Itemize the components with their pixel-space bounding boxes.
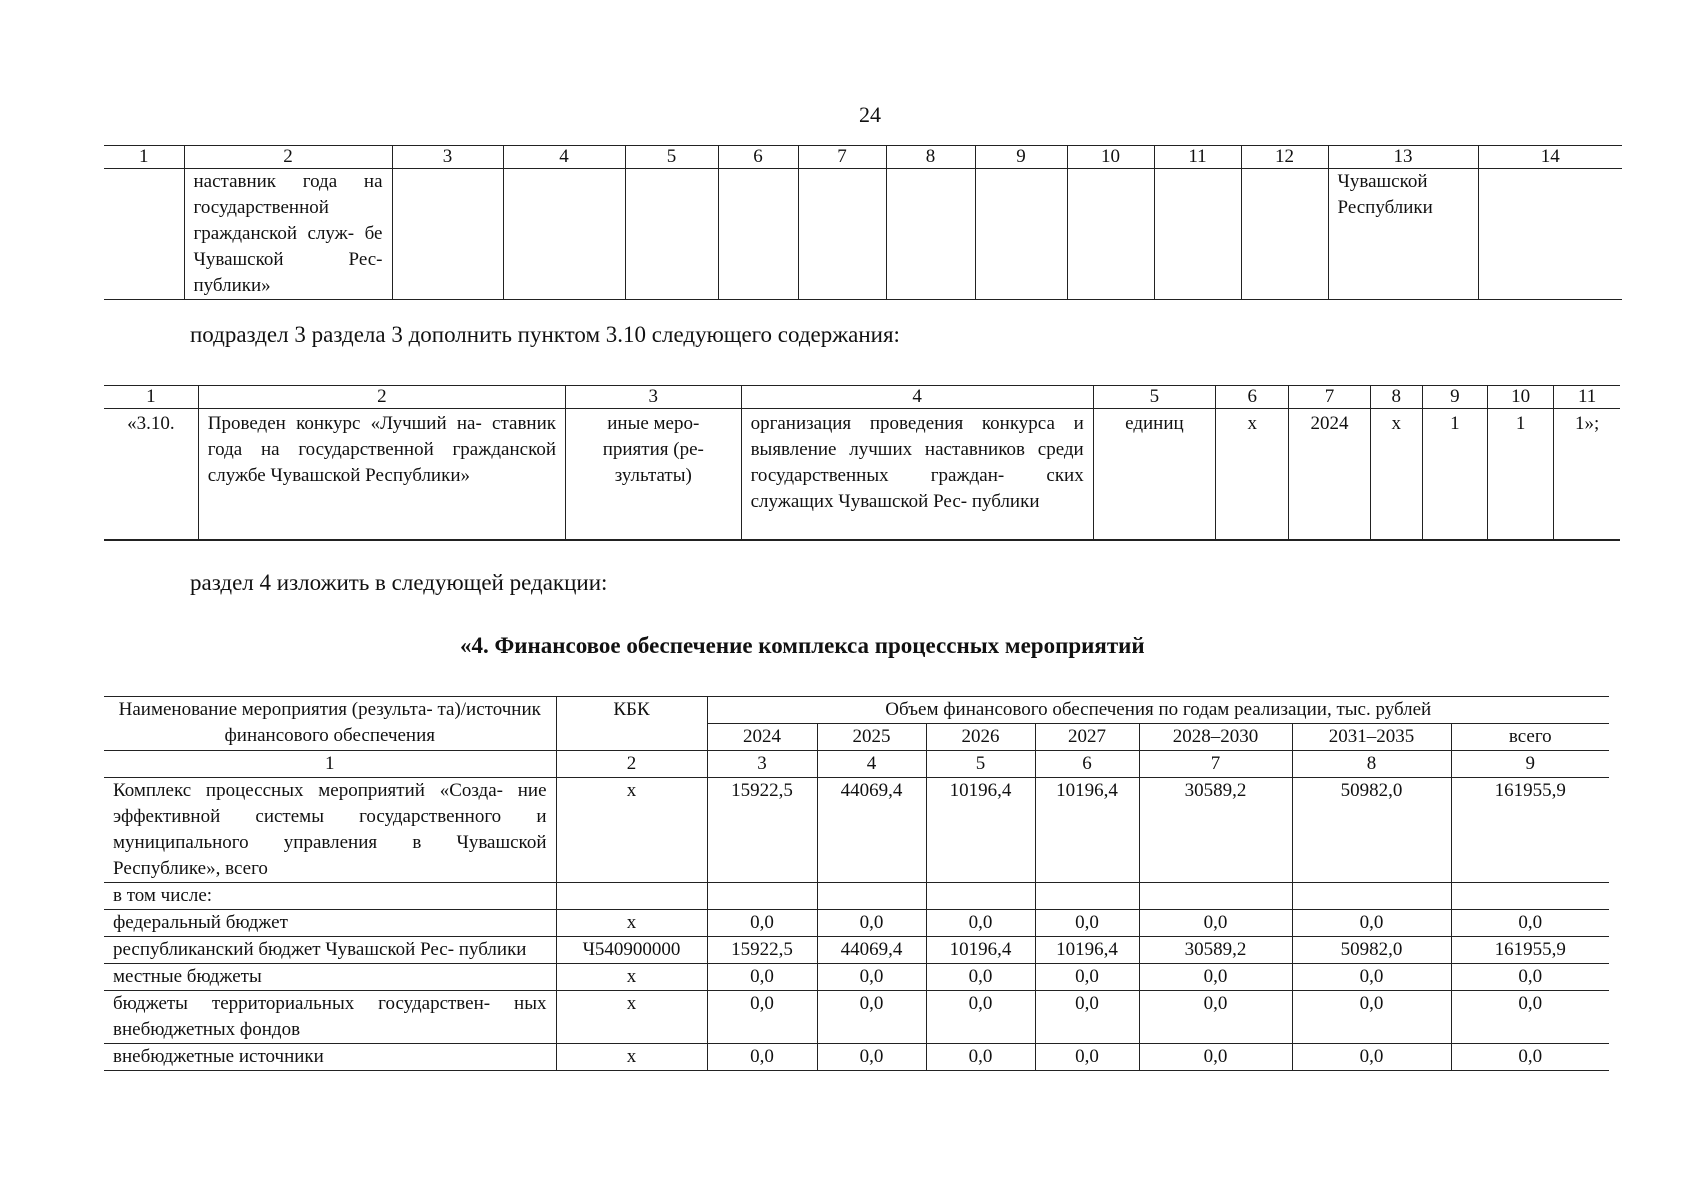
column-number: 8 (1292, 751, 1451, 778)
row-value (1139, 883, 1292, 910)
row-kbk: х (556, 964, 707, 991)
table-row (104, 910, 1609, 937)
row-value: 0,0 (1035, 910, 1139, 937)
table-cell: 1»; (1554, 409, 1620, 541)
row-name: Комплекс процессных мероприятий «Созда- ние эффективной системы государственного и муниципального управления в Чувашской Республике», всего (104, 778, 556, 883)
row-value: 0,0 (1451, 910, 1609, 937)
row-value: 50982,0 (1292, 937, 1451, 964)
table-header-row (104, 146, 1622, 169)
column-number: 6 (1216, 386, 1289, 409)
item-number: «3.10. (104, 409, 198, 541)
column-number: 2 (198, 386, 565, 409)
table-header-row (104, 697, 1609, 724)
year-header: 2024 (707, 724, 817, 751)
row-value: 0,0 (707, 1044, 817, 1071)
year-header: всего (1451, 724, 1609, 751)
row-kbk: х (556, 1044, 707, 1071)
column-number: 8 (1370, 386, 1422, 409)
row-value: 10196,4 (926, 937, 1035, 964)
row-value: 0,0 (1292, 1044, 1451, 1071)
row-value: 0,0 (817, 910, 926, 937)
column-number: 10 (1067, 146, 1154, 169)
column-number: 14 (1478, 146, 1622, 169)
column-number: 2 (556, 751, 707, 778)
row-value: 15922,5 (707, 778, 817, 883)
row-value: 15922,5 (707, 937, 817, 964)
row-value: 0,0 (1451, 1044, 1609, 1071)
column-number: 9 (1451, 751, 1609, 778)
row-value: 0,0 (926, 991, 1035, 1044)
table-cell (625, 169, 718, 300)
table-row (104, 991, 1609, 1044)
row-name: бюджеты территориальных государствен- ных внебюджетных фондов (104, 991, 556, 1044)
row-value: 0,0 (1451, 991, 1609, 1044)
column-number: 1 (104, 146, 184, 169)
row-value: 0,0 (1139, 991, 1292, 1044)
row-value: 0,0 (1139, 1044, 1292, 1071)
column-number: 7 (1139, 751, 1292, 778)
column-number: 13 (1328, 146, 1478, 169)
header-kbk: КБК (556, 697, 707, 751)
row-value: 10196,4 (1035, 937, 1139, 964)
row-value: 30589,2 (1139, 778, 1292, 883)
table-row (104, 778, 1609, 883)
column-number: 4 (503, 146, 625, 169)
row-value: 44069,4 (817, 778, 926, 883)
row-value: 0,0 (1292, 991, 1451, 1044)
column-number: 2 (184, 146, 392, 169)
row-kbk: Ч540900000 (556, 937, 707, 964)
row-value: 0,0 (1035, 991, 1139, 1044)
row-value: 44069,4 (817, 937, 926, 964)
table-cell (392, 169, 503, 300)
item-unit: единиц (1093, 409, 1215, 541)
column-number: 4 (817, 751, 926, 778)
column-number: 7 (1289, 386, 1370, 409)
row-value: 0,0 (817, 1044, 926, 1071)
table-row (104, 964, 1609, 991)
column-number: 9 (1422, 386, 1487, 409)
column-number: 5 (1093, 386, 1215, 409)
year-header: 2028–2030 (1139, 724, 1292, 751)
column-number: 9 (975, 146, 1067, 169)
table-cell: х (1370, 409, 1422, 541)
column-number: 5 (926, 751, 1035, 778)
column-number: 3 (392, 146, 503, 169)
row-value: 0,0 (926, 910, 1035, 937)
table-row (104, 1044, 1609, 1071)
row-kbk: х (556, 910, 707, 937)
row-value: 0,0 (1292, 964, 1451, 991)
page-number: 24 (859, 102, 881, 127)
row-value: 0,0 (1035, 964, 1139, 991)
table-row (104, 169, 1622, 300)
table-cell: наставник года на государственной гражданской служ- бе Чувашской Рес- публики» (184, 169, 392, 300)
item-description: организация проведения конкурса и выявление лучших наставников среди государственных граждан- ских служащих Чувашской Рес- публики (741, 409, 1093, 541)
column-number: 10 (1488, 386, 1554, 409)
header-name: Наименование мероприятия (результа- та)/источник финансового обеспечения (104, 697, 556, 751)
row-value: 161955,9 (1451, 937, 1609, 964)
row-value: 0,0 (926, 964, 1035, 991)
row-name: местные бюджеты (104, 964, 556, 991)
header-volume: Объем финансового обеспечения по годам реализации, тыс. рублей (707, 697, 1609, 724)
table-cell: Чувашской Республики (1328, 169, 1478, 300)
row-value: 0,0 (1139, 910, 1292, 937)
row-kbk: х (556, 991, 707, 1044)
row-value: 30589,2 (1139, 937, 1292, 964)
continuation-table (104, 145, 1622, 300)
table-cell (1478, 169, 1622, 300)
table-header-row (104, 386, 1620, 409)
row-value: 161955,9 (1451, 778, 1609, 883)
table-cell (886, 169, 975, 300)
column-number: 3 (707, 751, 817, 778)
row-value (707, 883, 817, 910)
table-cell: х (1216, 409, 1289, 541)
row-value: 0,0 (707, 991, 817, 1044)
year-header: 2026 (926, 724, 1035, 751)
row-value (1451, 883, 1609, 910)
table-cell (718, 169, 798, 300)
column-number-row (104, 751, 1609, 778)
section-heading: «4. Финансовое обеспечение комплекса процессных мероприятий (460, 633, 1145, 658)
paragraph-subsection: подраздел 3 раздела 3 дополнить пунктом 3.10 следующего содержания: (190, 322, 900, 347)
item-type: иные меро- приятия (ре- зультаты) (566, 409, 742, 541)
column-number: 1 (104, 751, 556, 778)
item-table (104, 385, 1620, 541)
financing-table (104, 696, 1609, 1071)
year-header: 2031–2035 (1292, 724, 1451, 751)
year-header: 2027 (1035, 724, 1139, 751)
row-value (1035, 883, 1139, 910)
paragraph-section: раздел 4 изложить в следующей редакции: (190, 570, 608, 595)
row-kbk: х (556, 778, 707, 883)
row-value: 50982,0 (1292, 778, 1451, 883)
row-value: 0,0 (707, 964, 817, 991)
column-number: 7 (798, 146, 886, 169)
table-cell: 1 (1488, 409, 1554, 541)
row-value: 0,0 (926, 1044, 1035, 1071)
table-cell (1067, 169, 1154, 300)
row-value: 0,0 (1139, 964, 1292, 991)
table-cell (1241, 169, 1328, 300)
row-value: 0,0 (707, 910, 817, 937)
row-value: 0,0 (817, 964, 926, 991)
row-value: 0,0 (1292, 910, 1451, 937)
column-number: 11 (1554, 386, 1620, 409)
item-year: 2024 (1289, 409, 1370, 541)
row-value: 0,0 (1451, 964, 1609, 991)
row-kbk (556, 883, 707, 910)
table-row (104, 937, 1609, 964)
column-number: 5 (625, 146, 718, 169)
row-value: 0,0 (1035, 1044, 1139, 1071)
row-value (817, 883, 926, 910)
table-cell (798, 169, 886, 300)
column-number: 11 (1154, 146, 1241, 169)
table-cell (975, 169, 1067, 300)
table-cell (104, 169, 184, 300)
row-value: 0,0 (817, 991, 926, 1044)
row-value: 10196,4 (926, 778, 1035, 883)
item-name: Проведен конкурс «Лучший на- ставник года на государственной гражданской службе Чувашской Республики» (198, 409, 565, 541)
table-row (104, 883, 1609, 910)
column-number: 8 (886, 146, 975, 169)
row-value (926, 883, 1035, 910)
row-name: федеральный бюджет (104, 910, 556, 937)
column-number: 4 (741, 386, 1093, 409)
row-name: республиканский бюджет Чувашской Рес- публики (104, 937, 556, 964)
row-name: внебюджетные источники (104, 1044, 556, 1071)
row-name: в том числе: (104, 883, 556, 910)
row-value: 10196,4 (1035, 778, 1139, 883)
column-number: 3 (566, 386, 742, 409)
row-value (1292, 883, 1451, 910)
column-number: 12 (1241, 146, 1328, 169)
table-cell (503, 169, 625, 300)
table-cell: 1 (1422, 409, 1487, 541)
table-row (104, 409, 1620, 541)
column-number: 1 (104, 386, 198, 409)
column-number: 6 (718, 146, 798, 169)
year-header: 2025 (817, 724, 926, 751)
column-number: 6 (1035, 751, 1139, 778)
table-cell (1154, 169, 1241, 300)
